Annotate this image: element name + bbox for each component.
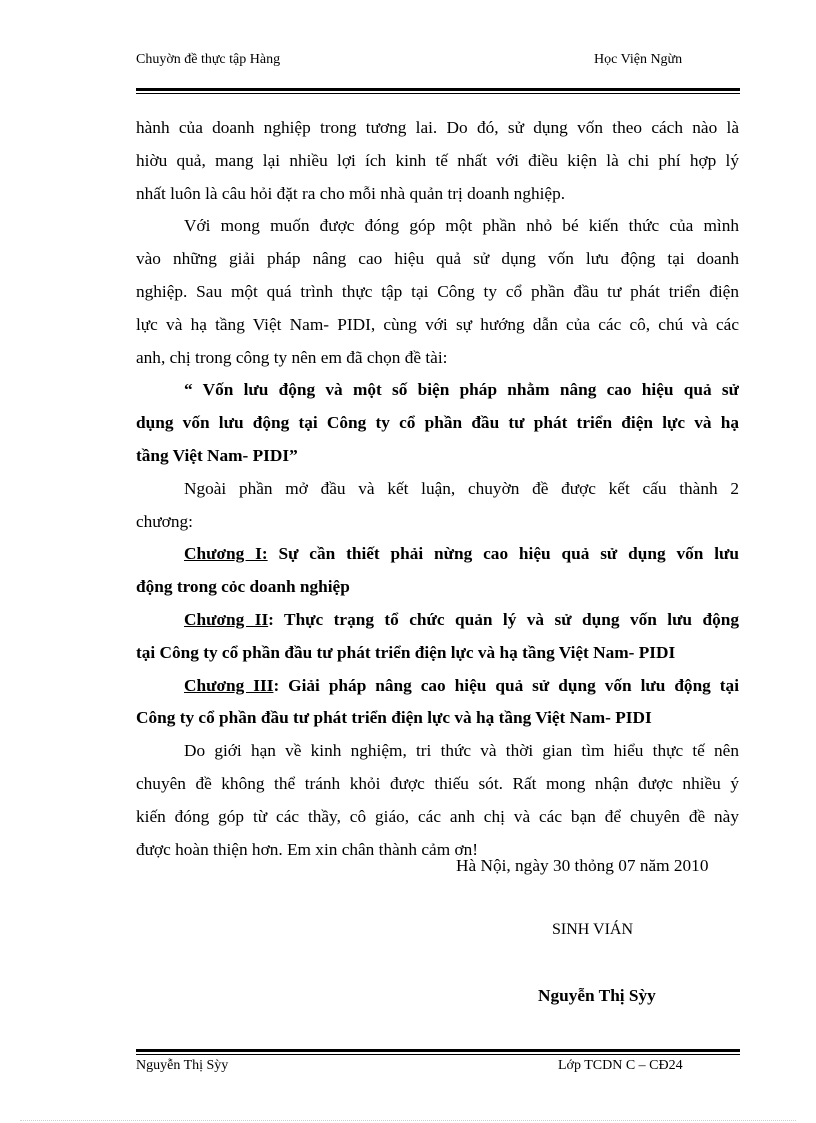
text-line: được hoàn thiện hơn. Em xin chân thành cảm ơn!: [136, 839, 478, 859]
text-line: nhất luôn là câu hỏi đặt ra cho mỗi nhà quản trị doanh nghiệp.: [136, 183, 566, 203]
text-line: hành của doanh nghiệp trong tương lai. Do đó, sử dụng vốn theo cách nào là: [136, 118, 739, 137]
signature-name: Nguyễn Thị Sỳy: [538, 986, 656, 1005]
chapter-2: [136, 604, 739, 637]
chapter-3: [136, 670, 739, 703]
text-line: Ngoài phần mở đầu và kết luận, chuyờn đề được kết cấu thành 2: [184, 478, 739, 498]
body-text: [136, 112, 739, 866]
header-right-text: Học Viện Ngừn: [594, 52, 683, 67]
chapter-1: [136, 538, 739, 571]
text-line: anh, chị trong công ty nên em đã chọn đề tài:: [136, 347, 448, 367]
topic-line: tầng Việt Nam- PIDI”: [136, 445, 298, 465]
chapter-1-label: Chương I:: [184, 544, 268, 564]
text-line: nghiệp. Sau một quá trình thực tập tại Công ty cổ phần đầu tư phát triển điện: [136, 281, 739, 301]
text-line: kiến đóng góp từ các thầy, cô giáo, các anh chị và các bạn để chuyên đề này: [136, 806, 739, 826]
text-line: Do giới hạn về kinh nghiệm, tri thức và thời gian tìm hiểu thực tế nên: [184, 741, 739, 761]
topic-line: dụng vốn lưu động tại Công ty cổ phần đầu tư phát triển điện lực và hạ: [136, 413, 739, 433]
footer-right-text: Lớp TCDN C – CĐ24: [558, 1058, 683, 1073]
chapter-1-title: Sự cần thiết phải nừng cao hiệu quả sử dụng vốn lưu: [267, 544, 739, 564]
page-bottom-dotted-border: [20, 1120, 796, 1121]
chapter-3-label: Chương III: [184, 675, 274, 695]
chapter-2-continued: tại Công ty cổ phần đầu tư phát triển điện lực và hạ tầng Việt Nam- PIDI: [136, 642, 676, 662]
text-line: hiờu quả, mang lại nhiều lợi ích kinh tế nhất với điều kiện là chi phí hợp lý: [136, 150, 739, 170]
text-line: chuyên đề không thể tránh khỏi được thiếu sót. Rất mong nhận được nhiều ý: [136, 773, 739, 793]
footer-rule-thin: [136, 1054, 740, 1055]
topic-line: “ Vốn lưu động và một số biện pháp nhằm nâng cao hiệu quả sử: [184, 380, 739, 400]
chapter-1-continued: động trong cỏc doanh nghiệp: [136, 577, 350, 597]
text-line: lực và hạ tầng Việt Nam- PIDI, cùng với sự hướng dẫn của các cô, chú và các: [136, 314, 739, 334]
signature-role: SINH VIÁN: [552, 921, 634, 938]
text-line: vào những giải pháp nâng cao hiệu quả sử dụng vốn lưu động tại doanh: [136, 249, 739, 269]
chapter-3-title: : Giải pháp nâng cao hiệu quả sử dụng vốn lưu động tại: [273, 675, 739, 695]
header-rule-thick: [136, 88, 740, 91]
footer-rule-thick: [136, 1049, 740, 1052]
chapter-2-title: : Thực trạng tổ chức quản lý và sử dụng vốn lưu động: [268, 609, 739, 629]
chapter-2-label: Chương II: [184, 609, 269, 629]
date-line: Hà Nội, ngày 30 thỏng 07 năm 2010: [456, 856, 709, 875]
header-rule-thin: [136, 93, 740, 94]
footer-left-text: Nguyễn Thị Sỳy: [136, 1058, 229, 1073]
chapter-3-continued: Công ty cổ phần đầu tư phát triển điện lực và hạ tầng Việt Nam- PIDI: [136, 708, 652, 728]
text-line: chương:: [136, 511, 193, 531]
text-line: Với mong muốn được đóng góp một phần nhỏ bé kiến thức của mình: [184, 216, 739, 236]
header-left-text: Chuyờn đề thực tập Hàng: [136, 52, 281, 67]
